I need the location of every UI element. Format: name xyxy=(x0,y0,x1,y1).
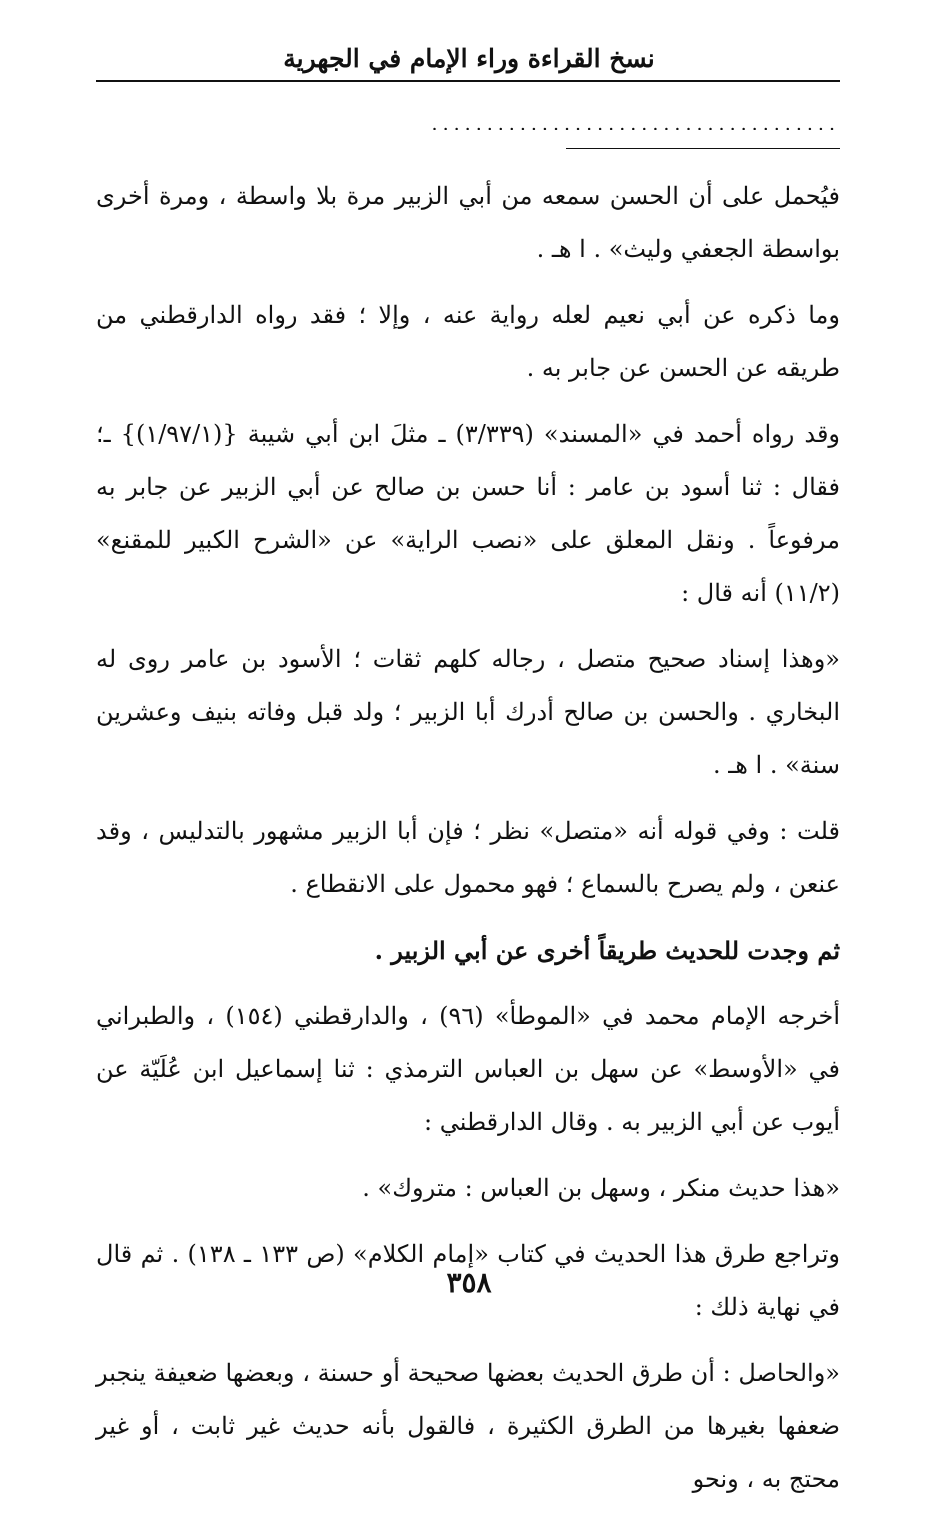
paragraph: وتراجع طرق هذا الحديث في كتاب «إمام الكلام» (ص ١٣٣ ـ ١٣٨) . ثم قال في نهاية ذلك : xyxy=(96,1240,840,1321)
body-text xyxy=(96,170,840,1519)
quote-paragraph: «والحاصل : أن طرق الحديث بعضها صحيحة أو حسنة ، وبعضها ضعيفة ينجبر ضعفها بغيرها من الطرق الكثيرة ، فالقول بأنه حديث غير ثابت ، أو غير محتج به ، ونحو xyxy=(96,1359,840,1493)
header-rule xyxy=(96,80,840,82)
quote-paragraph: «وهذا إسناد صحيح متصل ، رجاله كلهم ثقات ؛ الأسود بن عامر روى له البخاري . والحسن بن صالح أدرك أبا الزبير ؛ ولد قبل وفاته بنيف وعشرين سنة» . ا هـ . xyxy=(96,645,840,779)
dotted-separator: ..................................... xyxy=(431,118,840,130)
footnote-continuation-rule xyxy=(566,148,840,149)
page-number: ٣٥٨ xyxy=(446,1266,492,1299)
paragraph: أخرجه الإمام محمد في «الموطأ» (٩٦) ، والدارقطني (١٥٤) ، والطبراني في «الأوسط» عن سهل بن العباس الترمذي : ثنا إسماعيل ابن عُلَيّة عن أيوب عن أبي الزبير به . وقال الدارقطني : xyxy=(96,1002,840,1136)
paragraph: وقد رواه أحمد في «المسند» (٣/٣٣٩) ـ مثلَ ابن أبي شيبة {(١/٩٧/١)} ـ؛ فقال : ثنا أسود بن عامر : أنا حسن بن صالح عن أبي الزبير عن جابر به مرفوعاً . ونقل المعلق على «نصب الراية» عن «الشرح الكبير للمقنع» (١١/٢) أنه قال : xyxy=(96,420,841,607)
paragraph: فيُحمل على أن الحسن سمعه من أبي الزبير مرة بلا واسطة ، ومرة أخرى بواسطة الجعفي وليث» . ا هـ . xyxy=(96,182,840,263)
bold-paragraph: ثم وجدت للحديث طريقاً أخرى عن أبي الزبير . xyxy=(374,936,840,965)
running-header-title: نسخ القراءة وراء الإمام في الجهرية xyxy=(283,44,655,73)
paragraph: قلت : وفي قوله أنه «متصل» نظر ؛ فإن أبا الزبير مشهور بالتدليس ، وقد عنعن ، ولم يصرح بالسماع ؛ فهو محمول على الانقطاع . xyxy=(96,817,841,898)
quote-paragraph: «هذا حديث منكر ، وسهل بن العباس : متروك» . xyxy=(362,1174,840,1202)
paragraph: وما ذكره عن أبي نعيم لعله رواية عنه ، وإلا ؛ فقد رواه الدارقطني من طريقه عن الحسن عن جابر به . xyxy=(96,301,840,382)
